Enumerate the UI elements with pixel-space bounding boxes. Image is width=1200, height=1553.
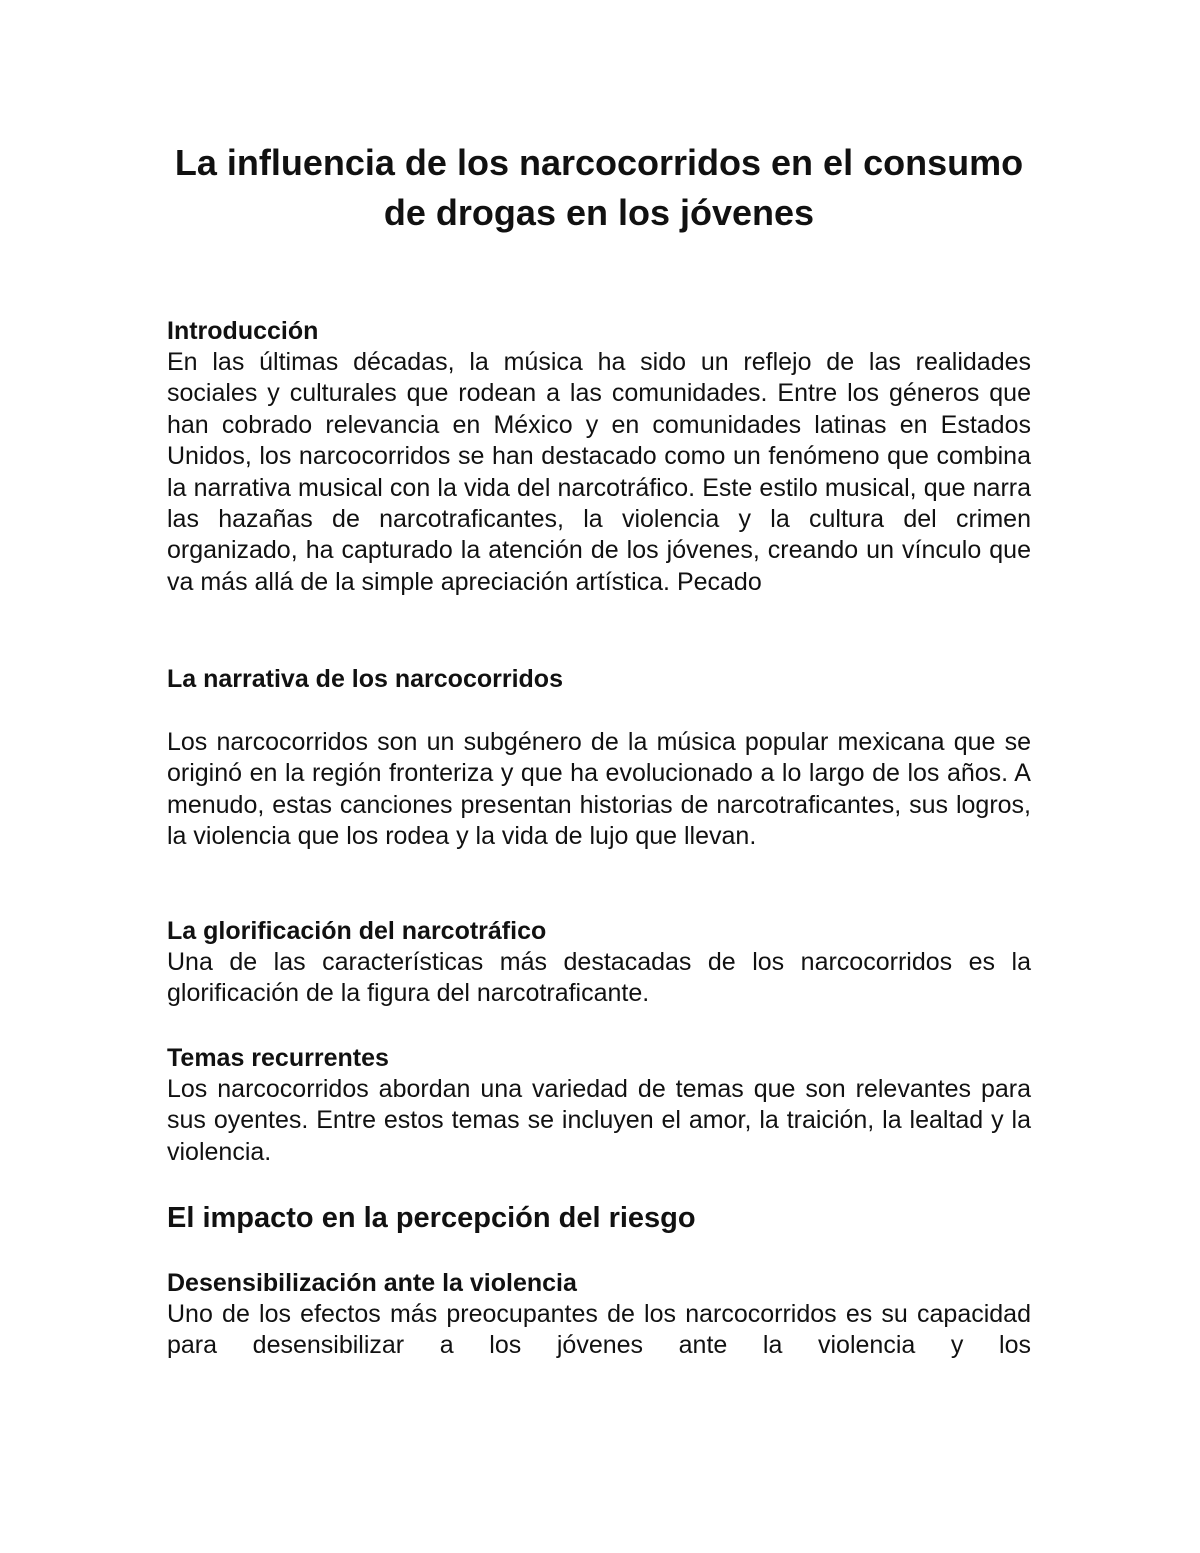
section-paragraph: Una de las características más destacadas de los narcocorridos es la glorificación de la figura del narcotraficante.	[167, 948, 1031, 1008]
section-paragraph: Los narcocorridos abordan una variedad de temas que son relevantes para sus oyentes. Entre estos temas se incluyen el amor, la traición, la lealtad y la violencia.	[167, 1075, 1031, 1166]
section-heading: La narrativa de los narcocorridos	[167, 665, 563, 693]
section-narrativa	[167, 663, 1031, 695]
section-desensibilizacion	[167, 1267, 1031, 1362]
document-title: La influencia de los narcocorridos en el consumo de drogas en los jóvenes	[174, 142, 1024, 233]
section-glorificacion	[167, 915, 1031, 1010]
section-paragraph: Uno de los efectos más preocupantes de los narcocorridos es su capacidad para desensibilizar a los jóvenes ante la violencia y los	[167, 1300, 1031, 1360]
section-heading: Introducción	[167, 317, 319, 345]
section-paragraph: En las últimas décadas, la música ha sido un reflejo de las realidades sociales y culturales que rodean a las comunidades. Entre los géneros que han cobrado relevancia en México y en comunidades latinas en Estados Unidos, los narcocorridos se han destacado como un fenómeno que combina la narrativa musical con la vida del narcotráfico. Este estilo musical, que narra las hazañas de narcotraficantes, la violencia y la cultura del crimen organizado, ha capturado la atención de los jóvenes, creando un vínculo que va más allá de la simple apreciación artística. Pecado	[167, 348, 1031, 596]
section-narrativa-body	[167, 727, 1031, 853]
section-impacto	[167, 1200, 1031, 1236]
section-introduccion	[167, 315, 1031, 598]
section-paragraph: Los narcocorridos son un subgénero de la música popular mexicana que se originó en la región fronteriza y que ha evolucionado a lo largo de los años. A menudo, estas canciones presentan historias de narcotraficantes, sus logros, la violencia que los rodea y la vida de lujo que llevan.	[167, 728, 1031, 851]
section-heading: La glorificación del narcotráfico	[167, 917, 547, 945]
section-heading-large: El impacto en la percepción del riesgo	[167, 1202, 696, 1234]
section-temas	[167, 1042, 1031, 1168]
section-heading: Desensibilización ante la violencia	[167, 1269, 577, 1297]
section-heading: Temas recurrentes	[167, 1044, 389, 1072]
